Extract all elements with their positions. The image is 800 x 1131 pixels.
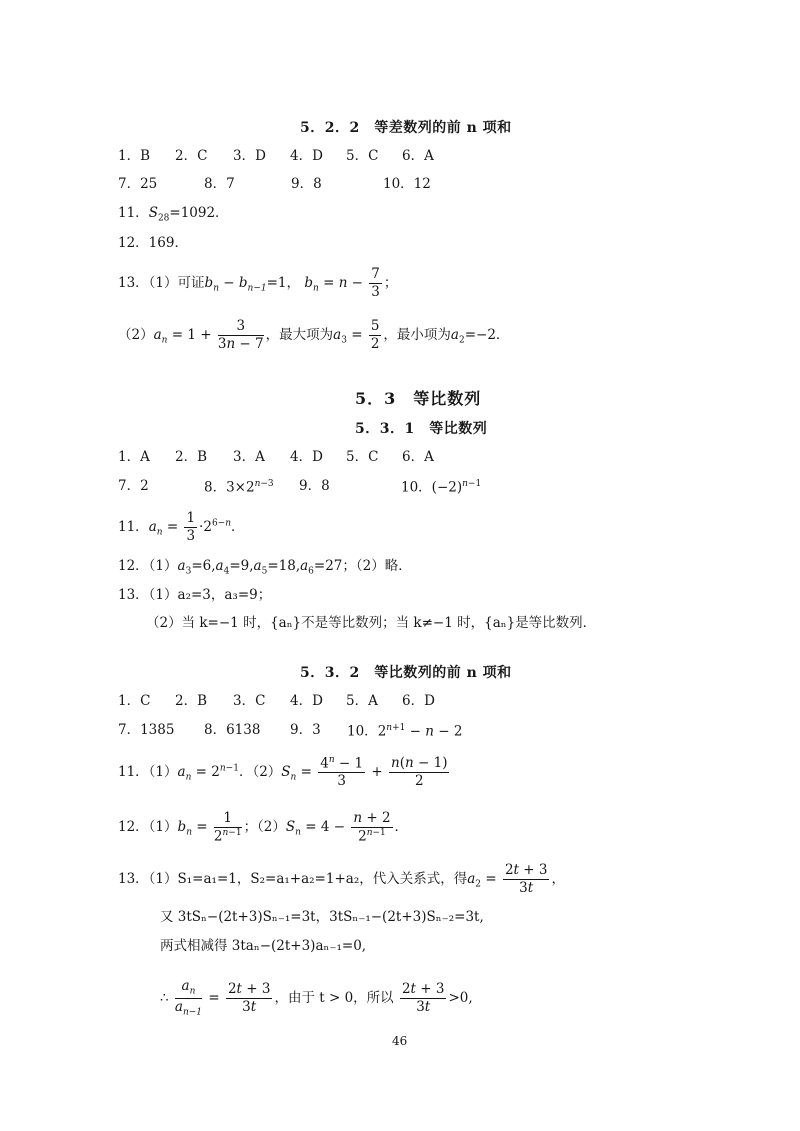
answer-item: 5．C bbox=[346, 449, 379, 465]
fraction-3-over-3n-7: $\frac{3}{3n - 7}$ bbox=[217, 318, 264, 352]
answer-13-line2: 又 3tSₙ−(2t+3)Sₙ₋₁=3t，3tSₙ₋₁−(2t+3)Sₙ₋₂=3t, bbox=[160, 909, 484, 925]
answer-row-1-6 bbox=[118, 150, 518, 166]
fraction-n-n-1-over-2: $\frac{n(n - 1)}{2}$ bbox=[391, 755, 448, 790]
answer-11: 11．$S_{28}=1092$． bbox=[118, 205, 229, 224]
answer-13-part2: $(2)a_n = 1$ + $\frac{3}{3n - 7}$ ，最大项为$a_3$ = $\frac{5}{2}$ ，最小项为$a_2=-2$． bbox=[118, 318, 510, 352]
answer-item: 2．C bbox=[175, 148, 208, 164]
fraction-an-over-an-1: $\frac{a_n}{a_{n-1}}$ bbox=[174, 978, 203, 1018]
answer-13-part1: 13．（1）S₁=a₁=1，S₂=a₁+a₂=1+a₂，代入关系式，得$a_2$ = $\frac{2t + 3}{3t}$ ， bbox=[118, 862, 565, 896]
answer-item: 3．C bbox=[233, 693, 266, 709]
fraction-1-3: $\frac{1}{3}$ bbox=[186, 510, 196, 544]
answer-12: 12．$(1)b_n$ = $\frac{1}{2^{n-1}}$ ；$(2)S_n = 4$ − $\frac{n + 2}{2^{n-1}}$ ． bbox=[118, 810, 409, 845]
fraction-n2-over-2n-1: $\frac{n + 2}{2^{n-1}}$ bbox=[353, 810, 391, 845]
answer-item: 3．A bbox=[233, 449, 265, 465]
fraction-2t3-over-3t: $\frac{2t + 3}{3t}$ bbox=[504, 862, 548, 896]
answer-12: 12．169． bbox=[118, 235, 188, 251]
answer-item: 8．7 bbox=[204, 176, 235, 192]
answer-row-7-10 bbox=[118, 480, 538, 496]
answer-item: 9．3 bbox=[290, 722, 321, 738]
answer-item: 6．D bbox=[402, 693, 435, 709]
answer-item: 1．A bbox=[118, 449, 150, 465]
answer-item: 6．A bbox=[402, 148, 434, 164]
answer-item: 4．D bbox=[290, 148, 323, 164]
answer-item: 9．8 bbox=[291, 176, 322, 192]
answer-12: 12．$(1)a_3=6,a_4=9,a_5=18,a_6=27$；（2）略． bbox=[118, 558, 412, 577]
answer-13-part2: （2）当 k=−1 时，{aₙ}不是等比数列；当 k≠−1 时，{aₙ}是等比数列． bbox=[146, 615, 597, 631]
section-title-5-3-1: 5．3．1 等比数列 bbox=[355, 421, 488, 437]
section-title-5-3: 5．3 等比数列 bbox=[355, 389, 482, 408]
fraction-4n-1-over-3: $\frac{4^n - 1}{3}$ bbox=[320, 755, 364, 790]
answer-item: 8．6138 bbox=[204, 722, 261, 738]
answer-item: 5．C bbox=[346, 148, 379, 164]
answer-item: 4．D bbox=[290, 693, 323, 709]
answer-item: 7．1385 bbox=[118, 722, 175, 738]
answer-item: 5．A bbox=[346, 693, 378, 709]
answer-item: 1．B bbox=[118, 148, 151, 164]
answer-item: 2．B bbox=[175, 693, 208, 709]
answer-row-1-6 bbox=[118, 451, 518, 467]
fraction-2t3-over-3t: $\frac{2t + 3}{3t}$ bbox=[227, 981, 271, 1015]
answer-13-part1: 13．（1）a₂=3，a₃=9； bbox=[118, 587, 272, 603]
fraction-7-3: $\frac{7}{3}$ bbox=[371, 266, 380, 300]
section-title-5-3-2: 5．3．2 等比数列的前 n 项和 bbox=[300, 665, 512, 681]
answer-item: 10．12 bbox=[383, 176, 431, 192]
answer-item: 10．$(-2)^{n-1}$ bbox=[401, 479, 482, 496]
answer-11: 11．$(1)a_n = 2^{n-1}$．$(2)S_n$ = $\frac{4^n - 1}{3}$ + $\frac{n(n - 1)}{2}$ bbox=[118, 755, 448, 790]
answer-item: 10．$2^{n+1} - n - 2$ bbox=[347, 723, 463, 740]
answer-item: 9．8 bbox=[299, 478, 330, 494]
answer-13-part1: 13．（1）可证$b_n - b_{n-1}=1$， $b_n = n$ − $\frac{7}{3}$ ； bbox=[118, 266, 398, 300]
fraction-2t3-over-3t: $\frac{2t + 3}{3t}$ bbox=[401, 981, 445, 1015]
fraction-1-over-2n-1: $\frac{1}{2^{n-1}}$ bbox=[213, 810, 242, 845]
answer-item: 1．C bbox=[118, 693, 151, 709]
answer-13-line3: 两式相减得 3taₙ−(2t+3)aₙ₋₁=0, bbox=[160, 938, 367, 954]
answer-item: 7．25 bbox=[118, 176, 158, 192]
answer-13-line4: ∴ $\frac{a_n}{a_{n-1}}$ = $\frac{2t + 3}{3t}$ ，由于 t > 0，所以 $\frac{2t + 3}{3t}$ >0, bbox=[160, 978, 473, 1018]
answer-item: 7．2 bbox=[118, 478, 149, 494]
answer-item: 6．A bbox=[402, 449, 434, 465]
answer-11: 11．$a_n$ = $\frac{1}{3}$ $\cdot 2^{6-n}$． bbox=[118, 510, 245, 544]
answer-row-1-6 bbox=[118, 695, 518, 711]
answer-item: 4．D bbox=[290, 449, 323, 465]
answer-item: 8．$3\times 2^{n-3}$ bbox=[204, 479, 274, 496]
answer-item: 3．D bbox=[233, 148, 266, 164]
answer-row-7-10 bbox=[118, 724, 538, 742]
answer-row-7-10 bbox=[118, 178, 518, 194]
section-title-5-2-2: 5．2．2 等差数列的前 n 项和 bbox=[300, 120, 512, 136]
page-number: 46 bbox=[392, 1034, 408, 1048]
answer-item: 2．B bbox=[175, 449, 208, 465]
fraction-5-2: $\frac{5}{2}$ bbox=[370, 318, 380, 352]
